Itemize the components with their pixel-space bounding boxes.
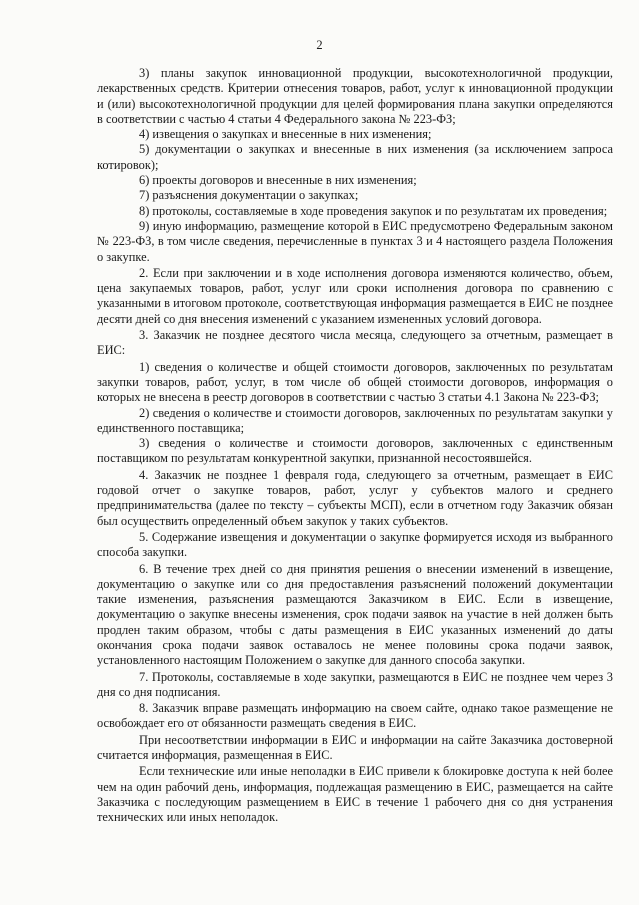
paragraph: Если технические или иные неполадки в ЕИС привели к блокировке доступа к ней более чем на один рабочий день, информация, подлежащая размещению в ЕИС, размещается на сайте Заказчика с последующим размещением в ЕИС в течение 1 рабочего дня со дня устранения технических или иных неполадок. [97, 764, 613, 825]
paragraph: 7. Протоколы, составляемые в ходе закупки, размещаются в ЕИС не позднее чем через 3 дня со дня подписания. [97, 669, 613, 699]
paragraph: 6) проекты договоров и внесенные в них изменения; [139, 173, 417, 188]
paragraph: 1) сведения о количестве и общей стоимости договоров, заключенных по результатам закупки товаров, работ, услуг, в том числе об общей стоимости договоров, информация о которых не внесена в реестр договоров в соответствии с частью 3 статьи 4.1 Закона № 223-ФЗ; [97, 359, 613, 405]
paragraph: 8) протоколы, составляемые в ходе проведения закупок и по результатам их проведения; [139, 203, 608, 218]
paragraph: 8. Заказчик вправе размещать информацию на своем сайте, однако такое размещение не освобождает его от обязанности размещать сведения в ЕИС. [97, 701, 613, 731]
paragraph: 3) сведения о количестве и стоимости договоров, заключенных с единственным поставщиком по результатам конкурентной закупки, признанной несостоявшейся. [97, 436, 613, 466]
paragraph: 6. В течение трех дней со дня принятия решения о внесении изменений в извещение, документацию о закупке или со дня предоставления разъяснений положений документации такие изменения, разъяснения размещаются Заказчиком в ЕИС. Если в извещение, документацию о закупке внесены изменения, срок подачи заявок на участие в ней должен быть продлен таким образом, чтобы с даты размещения в ЕИС указанных изменений до даты окончания срока подачи заявок оставалось не менее половины срока подачи заявок, установленного настоящим Положением о закупке для данного способа закупки. [97, 561, 613, 668]
paragraph: 7) разъяснения документации о закупках; [139, 188, 359, 203]
paragraph: При несоответствии информации в ЕИС и информации на сайте Заказчика достоверной считается информация, размещенная в ЕИС. [97, 732, 613, 763]
page-number: 2 [316, 38, 323, 52]
paragraph: 3. Заказчик не позднее десятого числа месяца, следующего за отчетным, размещает в ЕИС: [97, 328, 613, 358]
paragraph: 5. Содержание извещения и документации о закупке формируется исходя из выбранного способа закупки. [97, 529, 613, 560]
paragraph: 9) иную информацию, размещение которой в ЕИС предусмотрено Федеральным законом № 223-ФЗ, в том числе сведения, перечисленные в пунктах 3 и 4 настоящего раздела Положения о закупке. [97, 218, 613, 264]
paragraph: 4. Заказчик не позднее 1 февраля года, следующего за отчетным, размещает в ЕИС годовой отчет о закупке товаров, работ, услуг у субъектов малого и среднего предпринимательства (далее по тексту – субъекты МСП), если в отчетном году Заказчик обязан был осуществить определенный объем закупок у таких субъектов. [97, 467, 613, 528]
paragraph: 2. Если при заключении и в ходе исполнения договора изменяются количество, объем, цена закупаемых товаров, работ, услуг или сроки исполнения договора по сравнению с указанными в итоговом протоколе, соответствующая информация размещается в ЕИС не позднее десяти дней со дня внесения изменений с указанием измененных условий договора. [97, 265, 613, 326]
paragraph: 2) сведения о количестве и стоимости договоров, заключенных по результатам закупки у единственного поставщика; [97, 405, 613, 435]
document-body [97, 66, 613, 826]
paragraph: 3) планы закупок инновационной продукции, высокотехнологичной продукции, лекарственных средств. Критерии отнесения товаров, работ, услуг к инновационной продукции и (или) высокотехнологичной продукции для целей формирования плана закупки определяются в соответствии с частью 4 статьи 4 Федерального закона № 223-ФЗ; [97, 66, 613, 126]
paragraph: 5) документации о закупках и внесенные в них изменения (за исключением запроса котировок); [97, 142, 613, 172]
paragraph: 4) извещения о закупках и внесенные в них изменения; [139, 127, 432, 142]
